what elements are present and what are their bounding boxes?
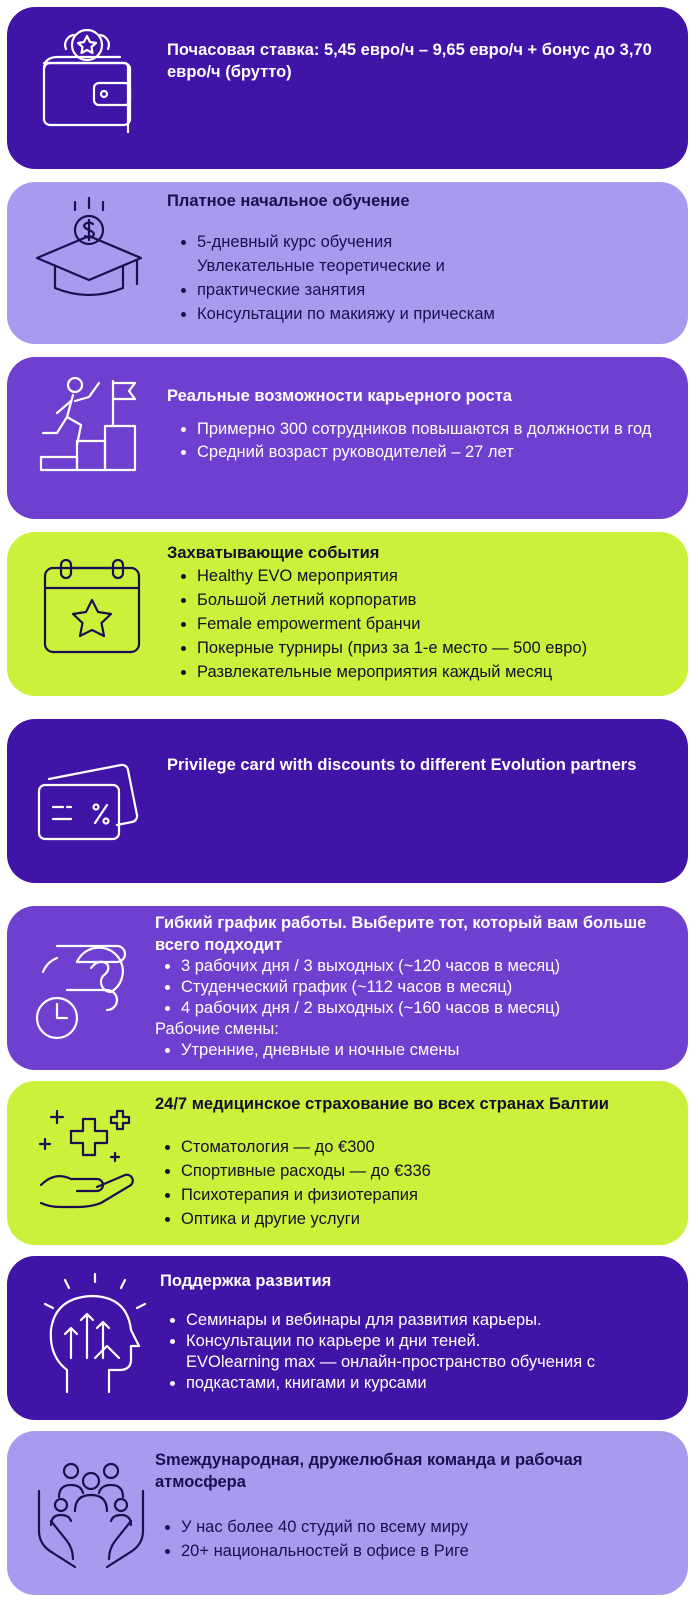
card-title: 24/7 медицинское страхование во всех странах Балтии <box>155 1095 609 1113</box>
flexible-time-icon <box>27 928 147 1048</box>
benefit-card-hourly-rate <box>7 7 688 169</box>
card-title: Гибкий график работы. Выберите тот, который вам больше всего подходит <box>155 914 647 954</box>
list-item: • Примерно 300 сотрудников повышаются в должности в год <box>197 419 688 440</box>
list-item: • Психотерапия и физиотерапия <box>181 1183 688 1207</box>
list-item: • Семинары и вебинары для развития карьеры. <box>186 1310 688 1331</box>
card-list <box>155 956 688 1019</box>
list-item: • Оптика и другие услуги <box>181 1207 688 1231</box>
list-item: • 3 рабочих дня / 3 выходных (~120 часов в месяц) <box>181 956 688 977</box>
benefit-card-career <box>7 357 688 519</box>
card-title: Smеждународная, дружелюбная команда и рабочая атмосфера <box>155 1451 583 1491</box>
list-item: • Средний возраст руководителей – 27 лет <box>197 440 688 464</box>
benefit-card-development <box>7 1256 688 1420</box>
card-list <box>167 230 688 326</box>
list-item: • Female empowerment бранчи <box>197 612 688 636</box>
discount-card-icon <box>31 749 151 859</box>
card-title: Поддержка развития <box>160 1272 332 1290</box>
card-title: Реальные возможности карьерного роста <box>167 387 512 405</box>
graduation-cap-coin-icon <box>29 192 149 312</box>
list-item: • Увлекательные теоретические и практические занятия <box>197 254 688 302</box>
list-item: • Студенческий график (~112 часов в месяц) <box>181 977 688 998</box>
head-growth-icon <box>37 1272 152 1402</box>
card-title: Захватывающие события <box>167 544 380 562</box>
card-title: Privilege card with discounts to different Evolution partners <box>167 756 637 774</box>
team-hands-icon <box>31 1451 151 1571</box>
list-item: • Спортивные расходы — до €336 <box>181 1159 688 1183</box>
card-title: Платное начальное обучение <box>167 192 410 210</box>
career-stairs-icon <box>35 371 150 486</box>
card-list <box>155 1515 688 1563</box>
card-list <box>155 1135 688 1231</box>
list-item: • 20+ национальностей в офисе в Риге <box>181 1539 688 1563</box>
list-item: • Покерные турниры (приз за 1-е место — 500 евро) <box>197 636 688 660</box>
list-item: • Стоматология — до €300 <box>181 1135 688 1159</box>
list-item: • Healthy EVO мероприятия <box>197 564 688 588</box>
list-item: • Консультации по карьере и дни теней. <box>186 1331 688 1352</box>
benefit-card-team <box>7 1431 688 1595</box>
benefit-card-schedule <box>7 906 688 1070</box>
list-item: • Утренние, дневные и ночные смены <box>181 1040 688 1061</box>
benefit-card-training <box>7 182 688 344</box>
benefit-card-events <box>7 532 688 696</box>
card-title: Почасовая ставка: 5,45 евро/ч – 9,65 евро/ч + бонус до 3,70 евро/ч (брутто) <box>167 41 652 81</box>
medical-hand-icon <box>31 1101 151 1221</box>
list-item: • EVOlearning max — онлайн-пространство обучения с подкастами, книгами и курсами <box>186 1352 688 1394</box>
wallet-star-icon <box>32 23 142 133</box>
card-list <box>160 1310 688 1394</box>
list-item: • 4 рабочих дня / 2 выходных (~160 часов в месяц) <box>181 998 688 1019</box>
card-subtitle: Рабочие смены: <box>155 1020 279 1038</box>
card-list <box>167 564 688 684</box>
benefit-card-insurance <box>7 1081 688 1245</box>
list-item: • Большой летний корпоратив <box>197 588 688 612</box>
card-list <box>167 419 688 464</box>
list-item: • Консультации по макияжу и прическам <box>197 302 688 326</box>
list-item: • У нас более 40 студий по всему миру <box>181 1515 688 1539</box>
list-item: • Развлекательные мероприятия каждый месяц <box>197 660 688 684</box>
calendar-star-icon <box>37 552 147 662</box>
benefit-card-privilege <box>7 719 688 883</box>
card-list-shifts <box>155 1040 688 1061</box>
list-item: • 5-дневный курс обучения <box>197 230 688 254</box>
